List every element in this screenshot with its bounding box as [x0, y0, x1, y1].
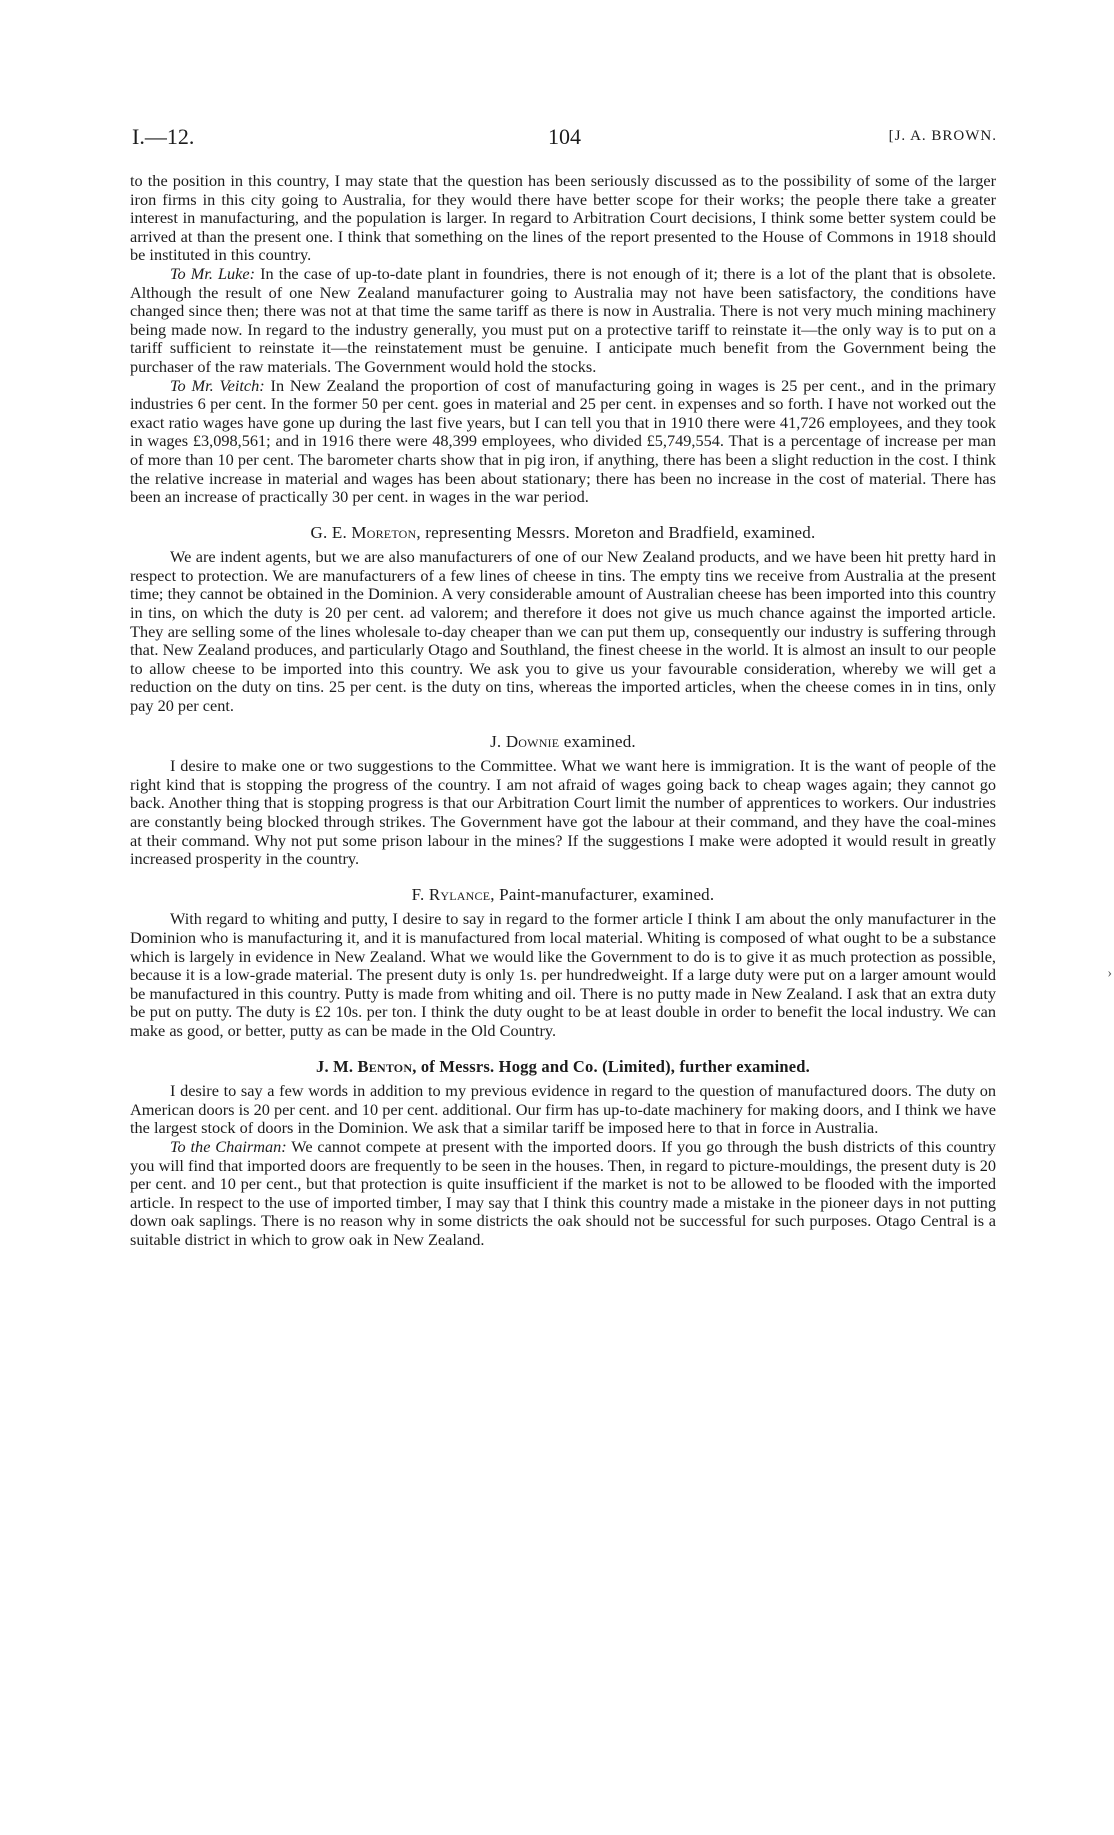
witness-name: J. Downie — [490, 731, 560, 751]
witness-heading — [130, 524, 996, 543]
witness-name: J. M. Benton — [316, 1056, 413, 1076]
paragraph-text: to the position in this country, I may state that the question has been seriously discussed as to the possibility of some of the larger iron firms in this city going to Australia, for they would there have better scope for their works; the people there take a greater interest in manufacturing, and the population is larger. In regard to Arbitration Court decisions, I think some better system could be arrived at than the present one. I think that something on the lines of the report presented to the House of Commons in 1918 should be instituted in this country. — [130, 171, 996, 265]
witness-description: , Paint-manufacturer, examined. — [490, 884, 715, 904]
witness-description: , of Messrs. Hogg and Co. (Limited), further examined. — [412, 1056, 810, 1076]
evidence-paragraph — [130, 172, 996, 265]
witness-heading — [130, 733, 996, 752]
paragraph-text: In the case of up-to-date plant in foundries, there is not enough of it; there is a lot of the plant that is obsolete. Although the result of one New Zealand manufacturer going to Australia may not have been satisfactory, the conditions have changed since then; there was not at that time the same tariff as there is now in Australia. There is not very much mining machinery being made now. In regard to the industry generally, you must put on a protective tariff to reinstate it—the only way is to put on a tariff sufficient to reinstate it—the reinstatement must be genuine. I anticipate much benefit from the Government being the purchaser of the raw materials. The Government would hold the stocks. — [130, 263, 996, 376]
parliamentary-paper-number: I.—12. — [132, 124, 195, 149]
addressee: To Mr. Luke: — [170, 263, 256, 283]
page-header — [132, 124, 997, 156]
page-number: 104 — [548, 124, 581, 149]
paragraph-text: I desire to say a few words in addition to my previous evidence in regard to the question of manufactured doors. The duty on American doors is 20 per cent. and 10 per cent. additional. Our firm has up-to-date machinery for making doors, and I think we have the largest stock of doors in the Dominion. We ask that a similar tariff be imposed here to that in force in Australia. — [130, 1081, 996, 1138]
witness-heading — [130, 886, 996, 905]
addressee: To the Chairman: — [170, 1136, 287, 1156]
paragraph-text: In New Zealand the proportion of cost of manufacturing going in wages is 25 per cent., and in the primary industries 6 per cent. In the former 50 per cent. goes in material and 25 per cent. in expenses and so forth. I have not worked out the exact ratio wages have gone up during the last five years, but I can tell you that in 1910 there were 41,726 employees, and they took in wages £3,098,561; and in 1916 there were 48,399 employees, who divided £5,749,554. That is a percentage of increase per man of more than 10 per cent. The barometer charts show that in pig iron, if anything, there has been a slight reduction in the cost. I think the relative increase in material and wages has been about stationary; there has been no increase in the cost of material. There has been an increase of practically 30 per cent. in wages in the war period. — [130, 375, 996, 507]
evidence-paragraph — [130, 1138, 996, 1250]
witness-heading — [130, 1058, 996, 1077]
running-head-witness: [J. A. BROWN. — [888, 128, 997, 144]
witness-name: G. E. Moreton — [310, 522, 417, 542]
paragraph-text: With regard to whiting and putty, I desire to say in regard to the former article I think I am about the only manufacturer in the Dominion who is manufacturing it, and it is manufactured from local material. Whiting is composed of what ought to be a substance which is largely in evidence in New Zealand. What we would like the Government to do is to give it as much protection as possible, because it is a low-grade material. The present duty is only 1s. per hundredweight. If a large duty were put on a larger amount would be manufactured in this country. Putty is made from whiting and oil. There is no putty made in New Zealand. I ask that an extra duty be put on putty. The duty is £2 10s. per ton. I think the duty ought to be at least double in order to benefit the local industry. We can make as good, or better, putty as can be made in the Old Country. — [130, 909, 996, 1040]
document-body — [130, 172, 996, 1249]
witness-description: , representing Messrs. Moreton and Bradfield, examined. — [416, 522, 816, 542]
evidence-paragraph — [130, 757, 996, 869]
evidence-paragraph — [130, 377, 996, 507]
paragraph-text: I desire to make one or two suggestions to the Committee. What we want here is immigration. It is the want of people of the right kind that is stopping the progress of the country. I am not afraid of wages going back to cheap wages again; they cannot go back. Another thing that is stopping progress is that our Arbitration Court limit the number of apprentices to workers. Our industries are constantly being blocked through strikes. The Government have got the labour at their command, and they have the coal-mines at their command. Why not put some prison labour in the mines? If the suggestions I make were adopted it would result in greatly increased prosperity in the country. — [130, 756, 996, 869]
paragraph-text: We are indent agents, but we are also manufacturers of one of our New Zealand products, and we have been hit pretty hard in respect to protection. We are manufacturers of a few lines of cheese in tins. The empty tins we receive from Australia at the present time; they cannot be obtained in the Dominion. A very considerable amount of Australian cheese has been imported into this country in tins, on which the duty is 20 per cent. ad valorem; and therefore it does not give us much chance against the imported article. They are selling some of the lines wholesale to-day cheaper than we can put them up, consequently our industry is suffering through that. New Zealand produces, and particularly Otago and Southland, the finest cheese in the world. It is almost an insult to our people to allow cheese to be imported into this country. We ask you to give us your favourable consideration, whereby we will get a reduction on the duty on tins. 25 per cent. is the duty on tins, whereas the imported articles, when the cheese comes in in tins, only pay 20 per cent. — [130, 547, 996, 716]
margin-mark: › — [1107, 966, 1112, 981]
addressee: To Mr. Veitch: — [170, 375, 265, 395]
evidence-paragraph — [130, 910, 996, 1040]
witness-name: F. Rylance — [411, 884, 491, 904]
paragraph-text: We cannot compete at present with the imported doors. If you go through the bush districts of this country you will find that imported doors are frequently to be seen in the houses. Then, in regard to picture-mouldings, the present duty is 20 per cent. and 10 per cent., but that protection is quite insufficient if the market is not to be allowed to be flooded with the imported article. In respect to the use of imported timber, I may say that I think this country made a mistake in the pioneer days in not putting down oak saplings. There is no reason why in some districts the oak should not be successful for such purposes. Otago Central is a suitable district in which to grow oak in New Zealand. — [130, 1136, 996, 1249]
evidence-paragraph — [130, 1082, 996, 1138]
witness-description: examined. — [559, 731, 636, 751]
evidence-paragraph — [130, 548, 996, 715]
evidence-paragraph — [130, 265, 996, 377]
